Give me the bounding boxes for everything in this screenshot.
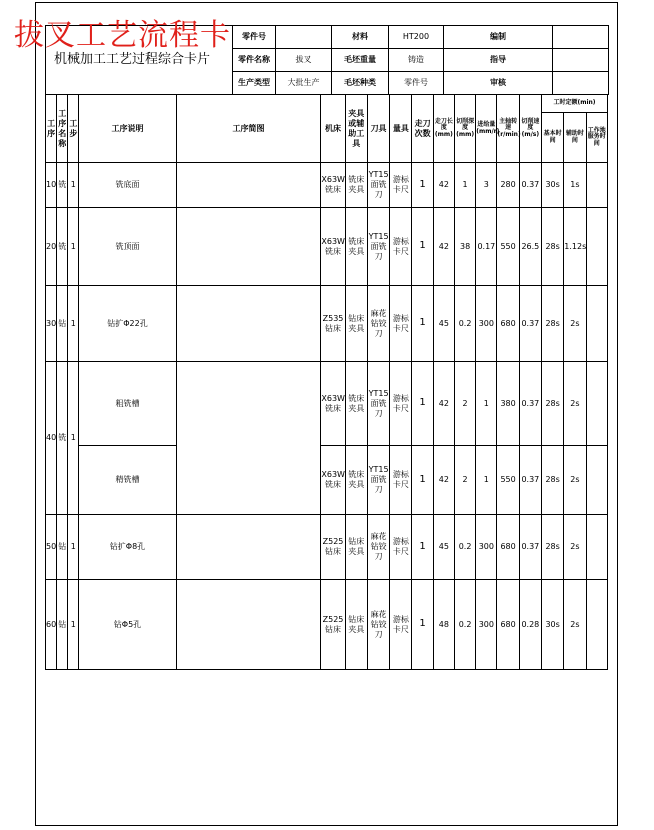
fixture-cell: 铣床夹具 bbox=[345, 208, 367, 286]
aux-time-cell: 2s bbox=[564, 446, 586, 515]
col-header-cutting-speed: 切削速度(m/s) bbox=[519, 95, 541, 163]
header-label: 生产类型 bbox=[233, 72, 276, 95]
base-time-cell: 30s bbox=[542, 163, 564, 208]
aux-time-cell: 2s bbox=[564, 580, 586, 670]
header-label: 材料 bbox=[332, 26, 389, 49]
header-value bbox=[553, 26, 609, 49]
tool-cell: YT15面铣刀 bbox=[367, 163, 389, 208]
step-name: 铣 bbox=[57, 163, 68, 208]
step-sketch bbox=[176, 580, 321, 670]
spindle-speed-cell: 550 bbox=[497, 446, 519, 515]
base-time-cell: 28s bbox=[542, 515, 564, 580]
gauge-cell: 游标卡尺 bbox=[390, 446, 412, 515]
machine-cell: Z535钻床 bbox=[321, 286, 345, 362]
step-description: 钻扩Φ22孔 bbox=[79, 286, 176, 362]
step-sketch bbox=[176, 163, 321, 208]
header-value: 铸造 bbox=[389, 49, 444, 72]
cut-length-cell: 42 bbox=[433, 446, 454, 515]
cut-length-cell: 48 bbox=[433, 580, 454, 670]
cutting-speed-cell: 0.37 bbox=[519, 446, 541, 515]
gauge-cell: 游标卡尺 bbox=[390, 163, 412, 208]
cut-depth-cell: 38 bbox=[454, 208, 475, 286]
machine-cell: X63W铣床 bbox=[321, 208, 345, 286]
step-name: 铣 bbox=[57, 208, 68, 286]
machine-cell: Z525钻床 bbox=[321, 515, 345, 580]
fixture-cell: 铣床夹具 bbox=[345, 163, 367, 208]
col-header-gauge: 量具 bbox=[390, 95, 412, 163]
tool-cell: 麻花钻铰刀 bbox=[367, 580, 389, 670]
step-name: 铣 bbox=[57, 362, 68, 515]
step-number: 40 bbox=[46, 362, 57, 515]
col-header-passes: 走刀次数 bbox=[412, 95, 433, 163]
base-time-cell: 30s bbox=[542, 580, 564, 670]
header-value bbox=[553, 72, 609, 95]
tool-cell: YT15面铣刀 bbox=[367, 446, 389, 515]
step-number: 20 bbox=[46, 208, 57, 286]
cut-depth-cell: 0.2 bbox=[454, 515, 475, 580]
feed-cell: 300 bbox=[476, 580, 497, 670]
feed-cell: 1 bbox=[476, 362, 497, 446]
gauge-cell: 游标卡尺 bbox=[390, 286, 412, 362]
col-header-sketch: 工序简图 bbox=[176, 95, 321, 163]
col-header-tool: 刀具 bbox=[367, 95, 389, 163]
step-sketch bbox=[176, 515, 321, 580]
step-number: 60 bbox=[46, 580, 57, 670]
col-header-base-time: 基本时间 bbox=[542, 113, 564, 163]
fixture-cell: 钻床夹具 bbox=[345, 515, 367, 580]
passes-cell: 1 bbox=[412, 286, 433, 362]
col-header-time-quota: 工时定额(min) bbox=[542, 95, 608, 113]
feed-cell: 3 bbox=[476, 163, 497, 208]
fixture-cell: 钻床夹具 bbox=[345, 580, 367, 670]
step-name: 钻 bbox=[57, 580, 68, 670]
machine-cell: X63W铣床 bbox=[321, 163, 345, 208]
cut-depth-cell: 2 bbox=[454, 362, 475, 446]
header-label: 编制 bbox=[444, 26, 553, 49]
col-header-step-no: 工序 bbox=[46, 95, 57, 163]
machine-cell: X63W铣床 bbox=[321, 446, 345, 515]
step-index: 1 bbox=[68, 580, 79, 670]
header-label: 指导 bbox=[444, 49, 553, 72]
step-index: 1 bbox=[68, 362, 79, 515]
cut-depth-cell: 1 bbox=[454, 163, 475, 208]
feed-cell: 1 bbox=[476, 446, 497, 515]
step-description: 钻Φ5孔 bbox=[79, 580, 176, 670]
aux-time-cell: 1.12s bbox=[564, 208, 586, 286]
aux-time-cell: 2s bbox=[564, 515, 586, 580]
gauge-cell: 游标卡尺 bbox=[390, 362, 412, 446]
service-time-cell bbox=[586, 286, 607, 362]
cutting-speed-cell: 0.37 bbox=[519, 362, 541, 446]
header-value: 拔叉 bbox=[276, 49, 332, 72]
tool-cell: YT15面铣刀 bbox=[367, 362, 389, 446]
col-header-service-time: 工作地服务时间 bbox=[586, 113, 607, 163]
tool-cell: YT15面铣刀 bbox=[367, 208, 389, 286]
feed-cell: 300 bbox=[476, 515, 497, 580]
service-time-cell bbox=[586, 515, 607, 580]
fixture-cell: 铣床夹具 bbox=[345, 362, 367, 446]
service-time-cell bbox=[586, 362, 607, 446]
service-time-cell bbox=[586, 446, 607, 515]
cutting-speed-cell: 0.37 bbox=[519, 163, 541, 208]
spindle-speed-cell: 550 bbox=[497, 208, 519, 286]
tool-cell: 麻花钻铰刀 bbox=[367, 286, 389, 362]
header-label: 毛坯重量 bbox=[332, 49, 389, 72]
service-time-cell bbox=[586, 208, 607, 286]
step-description: 铣顶面 bbox=[79, 208, 176, 286]
aux-time-cell: 1s bbox=[564, 163, 586, 208]
cut-depth-cell: 0.2 bbox=[454, 580, 475, 670]
passes-cell: 1 bbox=[412, 446, 433, 515]
spindle-speed-cell: 680 bbox=[497, 286, 519, 362]
passes-cell: 1 bbox=[412, 163, 433, 208]
cutting-speed-cell: 0.28 bbox=[519, 580, 541, 670]
base-time-cell: 28s bbox=[542, 446, 564, 515]
col-header-spindle-speed: 主轴转速(r/min) bbox=[497, 95, 519, 163]
col-header-cut-depth: 切削深度(mm) bbox=[454, 95, 475, 163]
spindle-speed-cell: 680 bbox=[497, 515, 519, 580]
cutting-speed-cell: 26.5 bbox=[519, 208, 541, 286]
header-value: 零件号 bbox=[389, 72, 444, 95]
col-header-machine: 机床 bbox=[321, 95, 345, 163]
passes-cell: 1 bbox=[412, 362, 433, 446]
cut-length-cell: 42 bbox=[433, 362, 454, 446]
cut-length-cell: 45 bbox=[433, 286, 454, 362]
aux-time-cell: 2s bbox=[564, 286, 586, 362]
header-label: 审核 bbox=[444, 72, 553, 95]
step-name: 钻 bbox=[57, 515, 68, 580]
step-description: 铣底面 bbox=[79, 163, 176, 208]
feed-cell: 0.17 bbox=[476, 208, 497, 286]
header-value bbox=[276, 26, 332, 49]
process-table bbox=[45, 94, 608, 670]
base-time-cell: 28s bbox=[542, 286, 564, 362]
col-header-feed: 进给量(mm/r) bbox=[476, 95, 497, 163]
cutting-speed-cell: 0.37 bbox=[519, 515, 541, 580]
col-header-cut-length: 走刀长度(mm) bbox=[433, 95, 454, 163]
step-description: 精铣槽 bbox=[79, 446, 176, 515]
gauge-cell: 游标卡尺 bbox=[390, 208, 412, 286]
passes-cell: 1 bbox=[412, 515, 433, 580]
step-index: 1 bbox=[68, 163, 79, 208]
step-name: 钻 bbox=[57, 286, 68, 362]
step-number: 10 bbox=[46, 163, 57, 208]
step-sketch bbox=[176, 286, 321, 362]
header-label: 零件名称 bbox=[233, 49, 276, 72]
gauge-cell: 游标卡尺 bbox=[390, 515, 412, 580]
card-title: 机械加工工艺过程综合卡片 bbox=[46, 26, 233, 95]
spindle-speed-cell: 280 bbox=[497, 163, 519, 208]
feed-cell: 300 bbox=[476, 286, 497, 362]
col-header-fixture: 夹具或辅助工具 bbox=[345, 95, 367, 163]
card-label: 拔叉工艺流程卡 bbox=[14, 18, 231, 53]
step-index: 1 bbox=[68, 208, 79, 286]
spindle-speed-cell: 380 bbox=[497, 362, 519, 446]
passes-cell: 1 bbox=[412, 580, 433, 670]
step-description: 粗铣槽 bbox=[79, 362, 176, 446]
step-number: 50 bbox=[46, 515, 57, 580]
col-header-description: 工序说明 bbox=[79, 95, 176, 163]
fixture-cell: 铣床夹具 bbox=[345, 446, 367, 515]
service-time-cell bbox=[586, 580, 607, 670]
spindle-speed-cell: 680 bbox=[497, 580, 519, 670]
col-header-step-name: 工序名称 bbox=[57, 95, 68, 163]
fixture-cell: 钻床夹具 bbox=[345, 286, 367, 362]
cut-depth-cell: 2 bbox=[454, 446, 475, 515]
col-header-step: 工步 bbox=[68, 95, 79, 163]
header-value: 大批生产 bbox=[276, 72, 332, 95]
step-sketch bbox=[176, 362, 321, 515]
step-number: 30 bbox=[46, 286, 57, 362]
col-header-aux-time: 辅助时间 bbox=[564, 113, 586, 163]
header-value bbox=[553, 49, 609, 72]
header-label: 毛坯种类 bbox=[332, 72, 389, 95]
base-time-cell: 28s bbox=[542, 362, 564, 446]
step-index: 1 bbox=[68, 515, 79, 580]
step-description: 钻扩Φ8孔 bbox=[79, 515, 176, 580]
cut-length-cell: 45 bbox=[433, 515, 454, 580]
machine-cell: Z525钻床 bbox=[321, 580, 345, 670]
step-sketch bbox=[176, 208, 321, 286]
passes-cell: 1 bbox=[412, 208, 433, 286]
header-value: HT200 bbox=[389, 26, 444, 49]
service-time-cell bbox=[586, 163, 607, 208]
base-time-cell: 28s bbox=[542, 208, 564, 286]
cut-length-cell: 42 bbox=[433, 163, 454, 208]
cut-depth-cell: 0.2 bbox=[454, 286, 475, 362]
header-label: 零件号 bbox=[233, 26, 276, 49]
cut-length-cell: 42 bbox=[433, 208, 454, 286]
tool-cell: 麻花钻铰刀 bbox=[367, 515, 389, 580]
aux-time-cell: 2s bbox=[564, 362, 586, 446]
gauge-cell: 游标卡尺 bbox=[390, 580, 412, 670]
cutting-speed-cell: 0.37 bbox=[519, 286, 541, 362]
machine-cell: X63W铣床 bbox=[321, 362, 345, 446]
step-index: 1 bbox=[68, 286, 79, 362]
